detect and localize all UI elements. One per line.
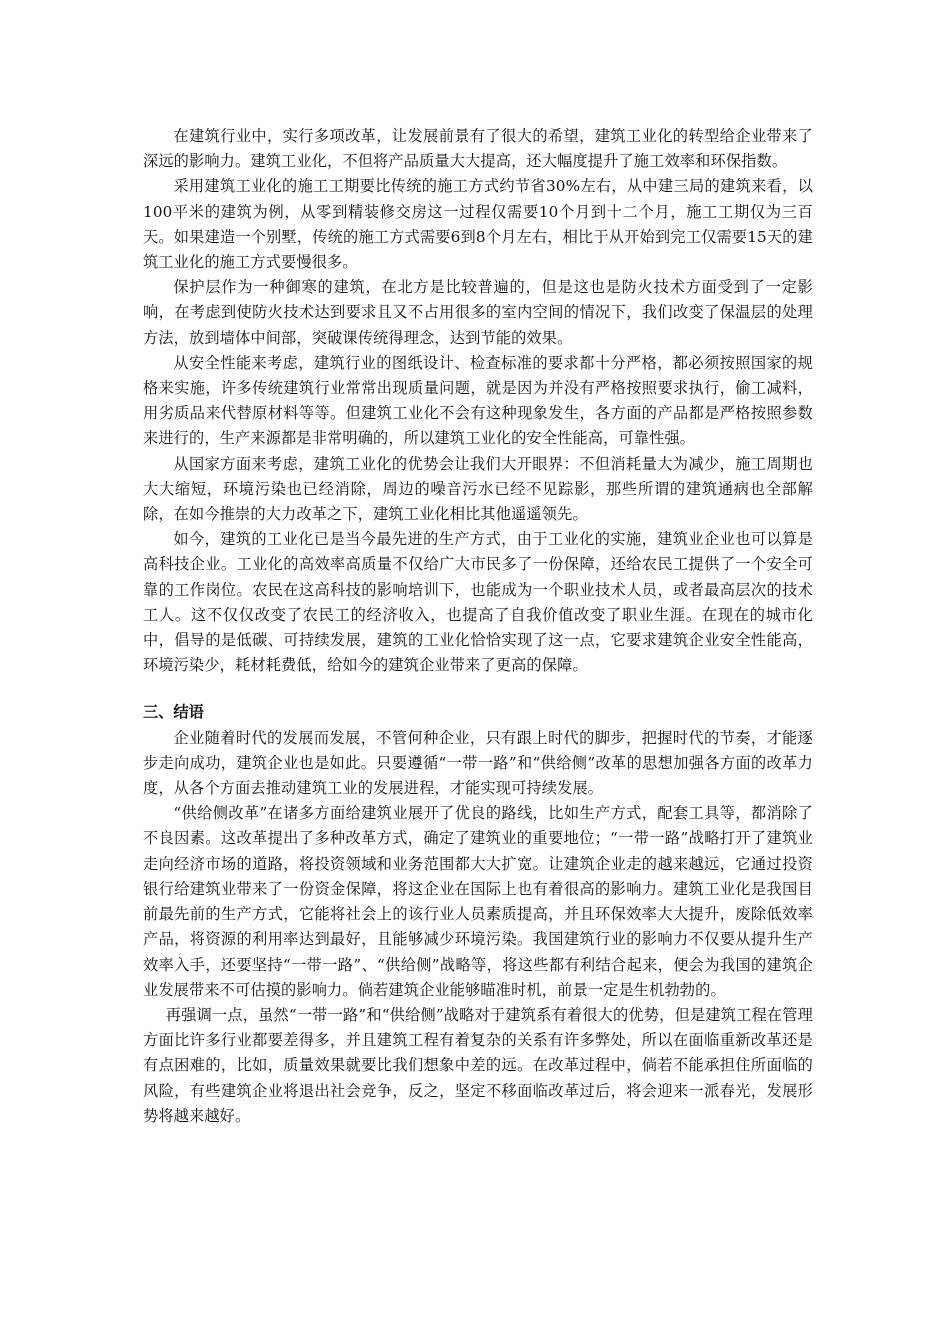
- paragraph-construction-period: 采用建筑工业化的施工工期要比传统的施工方式约节省30%左右，从中建三局的建筑来看，以100平米的建筑为例，从零到精装修交房这一过程仅需要10个月到十二个月，施工工期仅为三百天。如果建造一个别墅，传统的施工方式需要6到8个月左右，相比于从开始到完工仅需要15天的建筑工业化的施工方式要慢很多。: [143, 177, 813, 272]
- section-heading-conclusion: 三、结语: [143, 703, 204, 722]
- paragraph-safety-performance: 从安全性能来考虑，建筑行业的图纸设计、检查标准的要求都十分严格，都必须按照国家的规格来实施，许多传统建筑行业常常出现质量问题，就是因为并没有严格按照要求执行，偷工减料，用劣质品来代替原材料等等。但建筑工业化不会有这种现象发生，各方面的产品都是严格按照参数来进行的，生产来源都是非常明确的，所以建筑工业化的安全性能高，可靠性强。: [143, 353, 813, 448]
- paragraph-industrialization-today: 如今，建筑的工业化已是当今最先进的生产方式，由于工业化的实施，建筑业企业也可以算是高科技企业。工业化的高效率高质量不仅给广大市民多了一份保障，还给农民工提供了一个安全可靠的工作岗位。农民在这高科技的影响培训下，也能成为一个职业技术人员，或者最高层次的技术工人。这不仅仅改变了农民工的经济收入，也提高了自我价值改变了职业生涯。在现在的城市化中，倡导的是低碳、可持续发展，建筑的工业化恰恰实现了这一点，它要求建筑企业安全性能高，环境污染少，耗材耗费低，给如今的建筑企业带来了更高的保障。: [143, 530, 813, 675]
- document-page: [143, 124, 813, 1129]
- paragraph-construction-reform: 在建筑行业中，实行多项改革，让发展前景有了很大的希望，建筑工业化的转型给企业带来了深远的影响力。建筑工业化，不但将产品质量大大提高，还大幅度提升了施工效率和环保指数。: [143, 127, 813, 171]
- paragraph-conclusion-supply-side: “供给侧改革”在诸多方面给建筑业展开了优良的路线，比如生产方式，配套工具等，都消除了不良因素。这改革提出了多种改革方式，确定了建筑业的重要地位；“一带一路”战略打开了建筑业走向经济市场的道路，将投资领域和业务范围都大大扩宽。让建筑企业走的越来越远，它通过投资银行给建筑业带来了一份资金保障，将这企业在国际上也有着很高的影响力。建筑工业化是我国目前最先前的生产方式，它能将社会上的该行业人员素质提高，并且环保效率大大提升，废除低效率产品，将资源的利用率达到最好，且能够减少环境污染。我国建筑行业的影响力不仅要从提升生产效率入手，还要坚持“一带一路”、“供给侧”战略等，将这些都有利结合起来，便会为我国的建筑企业发展带来不可估摸的影响力。倘若建筑企业能够瞄准时机，前景一定是生机勃勃的。: [143, 804, 813, 999]
- section-gap: [143, 678, 813, 700]
- paragraph-conclusion-development: 企业随着时代的发展而发展，不管何种企业，只有跟上时代的脚步，把握时代的节奏，才能逐步走向成功，建筑企业也是如此。只要遵循“一带一路”和“供给侧”改革的思想加强各方面的改革力度，从各个方面去推动建筑工业的发展进程，才能实现可持续发展。: [143, 728, 813, 798]
- paragraph-national-perspective: 从国家方面来考虑，建筑工业化的优势会让我们大开眼界：不但消耗量大为减少，施工周期也大大缩短，环境污染也已经消除，周边的噪音污水已经不见踪影，那些所谓的建筑通病也全部解除，在如今推崇的大力改革之下，建筑工业化相比其他遥遥领先。: [143, 454, 813, 524]
- paragraph-insulation-layer: 保护层作为一种御寒的建筑，在北方是比较普遍的，但是这也是防火技术方面受到了一定影响，在考虑到使防火技术达到要求且又不占用很多的室内空间的情况下，我们改变了保温层的处理方法，放到墙体中间部，突破课传统得理念，达到节能的效果。: [143, 278, 813, 347]
- paragraph-conclusion-emphasis: 再强调一点，虽然“一带一路”和“供给侧”战略对于建筑系有着很大的优势，但是建筑工程在管理方面比许多行业都要差得多，并且建筑工程有着复杂的关系有许多弊处，所以在面临重新改革还是有点困难的，比如，质量效果就要比我们想象中差的远。在改革过程中，倘若不能承担住所面临的风险，有些建筑企业将退出社会竞争，反之，坚定不移面临改革过后，将会迎来一派春光，发展形势将越来越好。: [143, 1005, 813, 1125]
